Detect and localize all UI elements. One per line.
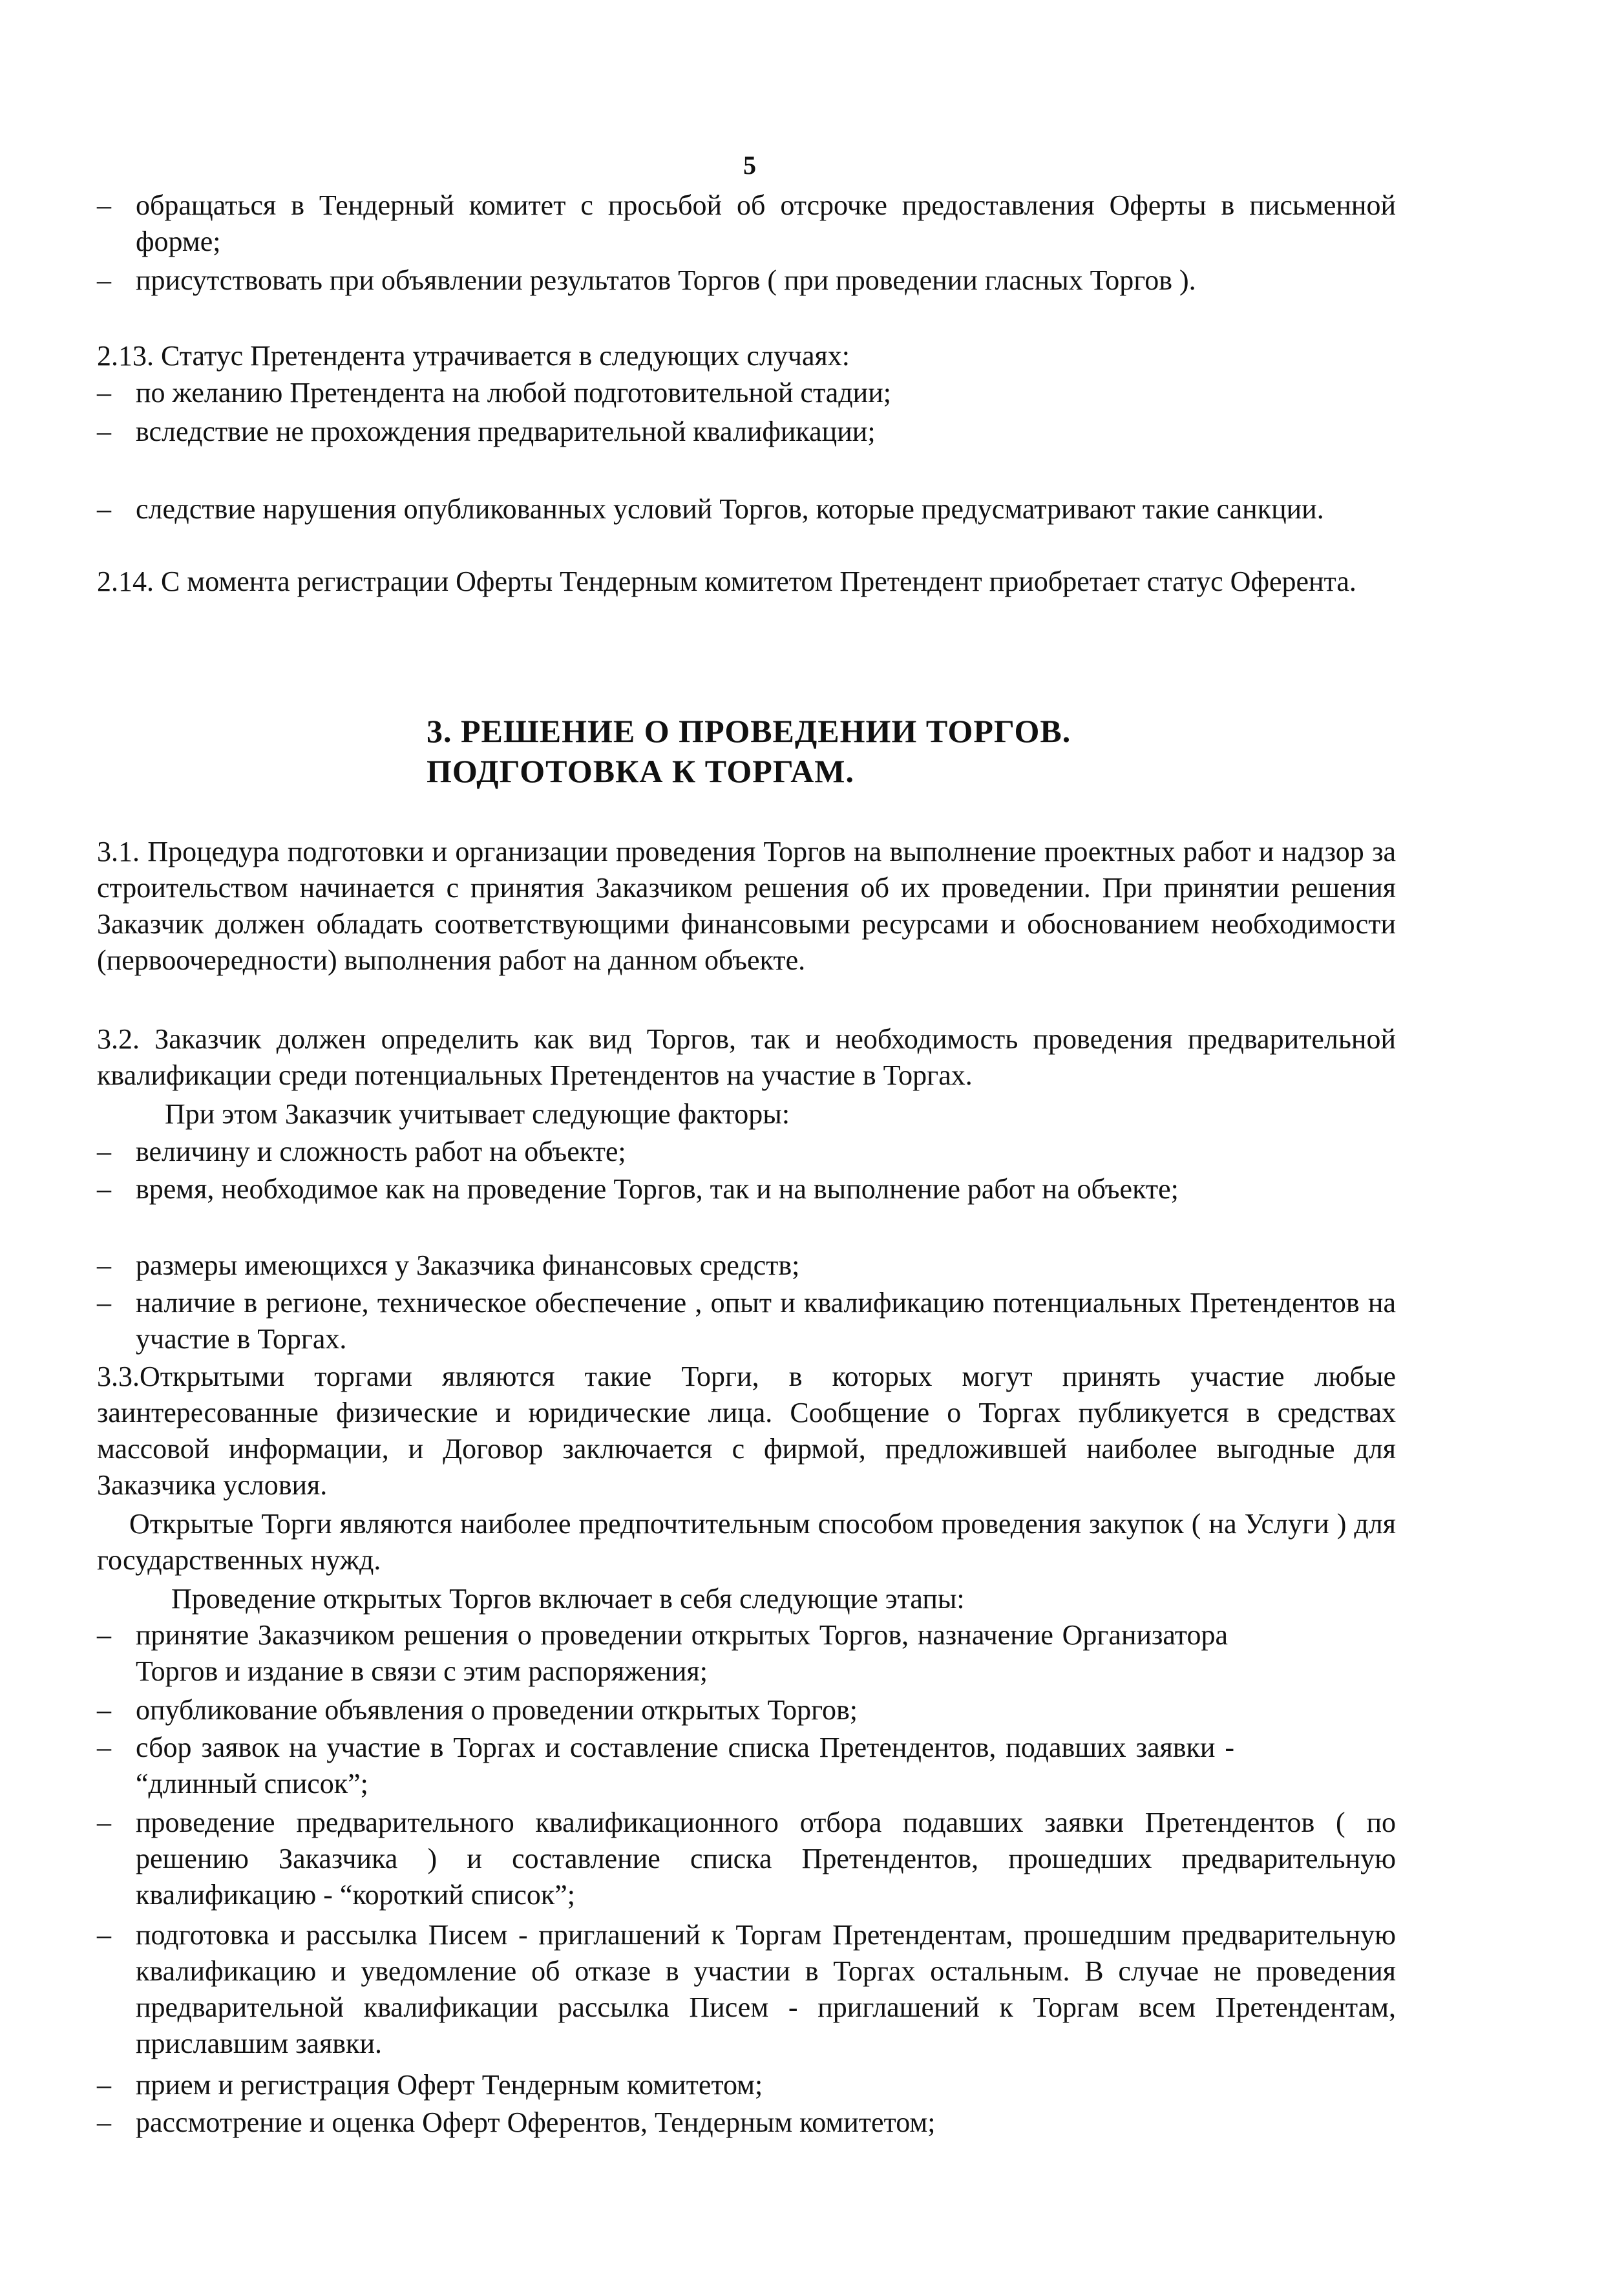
bullet-dash: – — [97, 1136, 111, 1167]
bullet-dash: – — [97, 1287, 111, 1319]
list-item: проведение предварительного квалификационного отбора подавших заявки Претендентов ( по решению Заказчика ) и составление списка Претендентов, прошедших предварительную квалификацию - “короткий список”; — [136, 1807, 1396, 1911]
bullet-dash: – — [97, 1694, 111, 1726]
section-title-line1: 3. РЕШЕНИЕ О ПРОВЕДЕНИИ ТОРГОВ. — [427, 713, 1071, 749]
paragraph-3-3: 3.3.Открытыми торгами являются такие Торги, в которых могут принять участие любые заинтересованные физические и юридические лица. Сообщение о Торгах публикуется в средствах массовой информации, и Договор заключается с фирмой, предложившей наиболее выгодные для Заказчика условия. — [97, 1361, 1396, 1501]
paragraph-stages: Проведение открытых Торгов включает в себя следующие этапы: — [171, 1583, 965, 1615]
list-item: следствие нарушения опубликованных условий Торгов, которые предусматривают такие санкции. — [136, 493, 1324, 525]
paragraph-2-14: 2.14. С момента регистрации Оферты Тендерным комитетом Претендент приобретает статус Оферента. — [97, 566, 1356, 597]
bullet-dash: – — [97, 1619, 111, 1651]
list-item: обращаться в Тендерный комитет с просьбой об отсрочке предоставления Оферты в письменной форме; — [136, 189, 1396, 257]
paragraph-open-tenders: Открытые Торги являются наиболее предпочтительным способом проведения закупок ( на Услуги ) для государственных нужд. — [97, 1508, 1396, 1576]
list-item: рассмотрение и оценка Оферт Оферентов, Тендерным комитетом; — [136, 2106, 936, 2138]
bullet-dash: – — [97, 1919, 111, 1951]
list-item: наличие в регионе, техническое обеспечение , опыт и квалификацию потенциальных Претендентов на участие в Торгах. — [136, 1287, 1396, 1355]
bullet-dash: – — [97, 416, 111, 447]
list-item: вследствие не прохождения предварительной квалификации; — [136, 416, 876, 447]
list-item: размеры имеющихся у Заказчика финансовых средств; — [136, 1249, 800, 1281]
bullet-dash: – — [97, 377, 111, 408]
bullet-dash: – — [97, 1732, 111, 1763]
bullet-dash: – — [97, 1807, 111, 1838]
list-item: время, необходимое как на проведение Торгов, так и на выполнение работ на объекте; — [136, 1173, 1179, 1205]
paragraph-factors: При этом Заказчик учитывает следующие факторы: — [165, 1098, 790, 1130]
bullet-dash: – — [97, 264, 111, 296]
list-item: присутствовать при объявлении результатов Торгов ( при проведении гласных Торгов ). — [136, 264, 1196, 296]
list-item: подготовка и рассылка Писем - приглашений к Торгам Претендентам, прошедшим предварительную квалификацию и уведомление об отказе в участии в Торгах остальным. В случае не проведения предварительной квалификации рассылка Писем - приглашений к Торгам всем Претендентам, приславшим заявки. — [136, 1919, 1396, 2059]
list-item: прием и регистрация Оферт Тендерным комитетом; — [136, 2069, 763, 2101]
section-title-line2: ПОДГОТОВКА К ТОРГАМ. — [427, 753, 854, 789]
bullet-dash: – — [97, 2106, 111, 2138]
bullet-dash: – — [97, 1173, 111, 1205]
bullet-dash: – — [97, 1249, 111, 1281]
list-item: по желанию Претендента на любой подготовительной стадии; — [136, 377, 891, 408]
bullet-dash: – — [97, 2069, 111, 2101]
list-item: принятие Заказчиком решения о проведении открытых Торгов, назначение Организатора Торгов и издание в связи с этим распоряжения; — [136, 1619, 1228, 1687]
list-item: величину и сложность работ на объекте; — [136, 1136, 626, 1167]
paragraph-2-13: 2.13. Статус Претендента утрачивается в следующих случаях: — [97, 340, 850, 372]
paragraph-3-2: 3.2. Заказчик должен определить как вид Торгов, так и необходимость проведения предварительной квалификации среди потенциальных Претендентов на участие в Торгах. — [97, 1023, 1396, 1091]
paragraph-3-1: 3.1. Процедура подготовки и организации проведения Торгов на выполнение проектных работ и надзор за строительством начинается с принятия Заказчиком решения об их проведении. При принятии решения Заказчик должен обладать соответствующими финансовыми ресурсами и обоснованием необходимости (первоочередности) выполнения работ на данном объекте. — [97, 836, 1396, 976]
bullet-dash: – — [97, 189, 111, 221]
bullet-dash: – — [97, 493, 111, 525]
list-item: сбор заявок на участие в Торгах и составление списка Претендентов, подавших заявки - “длинный список”; — [136, 1732, 1234, 1799]
page-number: 5 — [743, 151, 756, 180]
list-item: опубликование объявления о проведении открытых Торгов; — [136, 1694, 858, 1726]
